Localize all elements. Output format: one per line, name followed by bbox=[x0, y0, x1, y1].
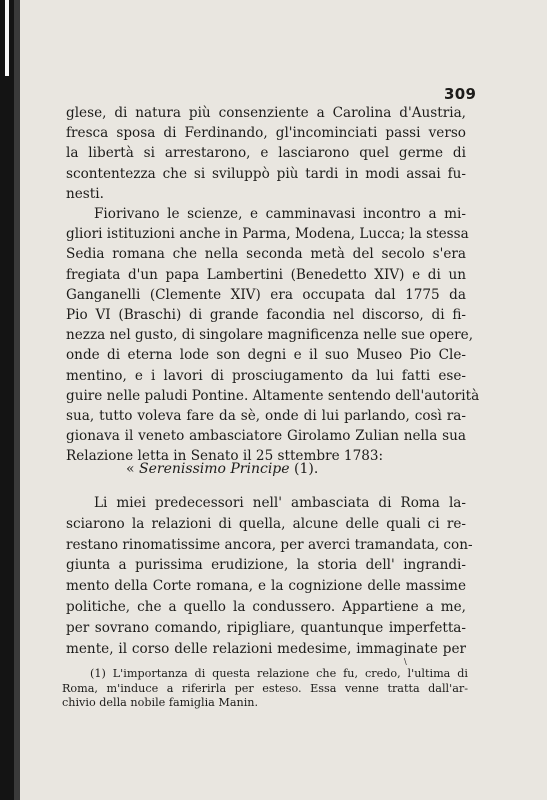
footnote-mark: \ bbox=[404, 657, 407, 666]
quote-line: Li miei predecessori nell' ambasciata di Roma la- bbox=[94, 495, 466, 511]
scan-edge-shadow bbox=[14, 0, 20, 800]
footnote-reference: (1). bbox=[294, 461, 319, 477]
quote-text bbox=[66, 493, 473, 659]
quote-line: mente, il corso delle relazioni medesime, immaginate per bbox=[66, 640, 466, 657]
quote-line: mento della Corte romana, e la cognizione delle massime bbox=[66, 578, 466, 595]
text-line: la libertà si arrestarono, e lasciarono quel germe di bbox=[66, 145, 466, 162]
text-line: mentino, e i lavori di prosciugamento da lui fatti ese- bbox=[66, 367, 466, 384]
main-text bbox=[66, 103, 480, 467]
text-line: nezza nel gusto, di singolare magnificenza nelle sue opere, bbox=[66, 327, 474, 344]
text-line: scontentezza che si sviluppò più tardi in modi assai fu- bbox=[66, 165, 466, 182]
text-line: fresca sposa di Ferdinando, gl'incominciati passi verso bbox=[66, 125, 466, 142]
text-line: sua, tutto voleva fare da sè, onde di lui parlando, così ra- bbox=[66, 408, 466, 425]
text-line: Pio VI (Braschi) di grande facondia nel discorso, di fi- bbox=[66, 307, 466, 324]
quote-heading bbox=[66, 459, 466, 479]
footnote-line: (1) L'importanza di questa relazione che fu, credo, l'ultima di bbox=[90, 667, 468, 680]
quote-line: restano rinomatissime ancora, per averci tramandata, con- bbox=[66, 536, 473, 553]
text-line: gionava il veneto ambasciatore Girolamo Zulian nella sua bbox=[66, 428, 466, 445]
text-line: guire nelle paludi Pontine. Altamente sentendo dell'autorità bbox=[66, 387, 480, 404]
text-line: Sedia romana che nella seconda metà del secolo s'era bbox=[66, 246, 466, 263]
footnote-line: Roma, m'induce a riferirla per esteso. Essa venne tratta dall'ar- bbox=[62, 681, 468, 695]
text-line: gliori istituzioni anche in Parma, Modena, Lucca; la stessa bbox=[66, 226, 469, 243]
text-line: Ganganelli (Clemente XIV) era occupata dal 1775 da bbox=[66, 286, 466, 303]
page-number: 309 bbox=[444, 85, 477, 103]
text-line: onde di eterna lode son degni e il suo Museo Pio Cle- bbox=[66, 347, 466, 364]
footnote-line: chivio della nobile famiglia Manin. bbox=[62, 696, 259, 709]
scan-edge-highlight bbox=[5, 0, 9, 76]
text-line: glese, di natura più consenziente a Carolina d'Austria, bbox=[66, 105, 466, 121]
quote-line: giunta a purissima erudizione, la storia dell' ingrandi- bbox=[66, 557, 466, 574]
quote-title: Serenissimo Principe bbox=[139, 461, 290, 477]
text-line: nesti. bbox=[66, 185, 104, 202]
quote-line: sciarono la relazioni di quella, alcune delle quali ci re- bbox=[66, 515, 466, 532]
text-line: Relazione letta in Senato il 25 sttembre 1783: bbox=[66, 448, 384, 465]
footnote bbox=[62, 667, 468, 711]
text-line: fregiata d'un papa Lambertini (Benedetto XIV) e di un bbox=[66, 266, 466, 283]
scan-binding-edge bbox=[0, 0, 20, 800]
text-line: Fiorivano le scienze, e camminavasi incontro a mi- bbox=[94, 206, 466, 223]
quote-open-mark: « bbox=[126, 461, 135, 477]
quote-line: politiche, che a quello la condussero. Appartiene a me, bbox=[66, 598, 466, 615]
quote-line: per sovrano comando, ripigliare, quantunque imperfetta- bbox=[66, 619, 466, 636]
